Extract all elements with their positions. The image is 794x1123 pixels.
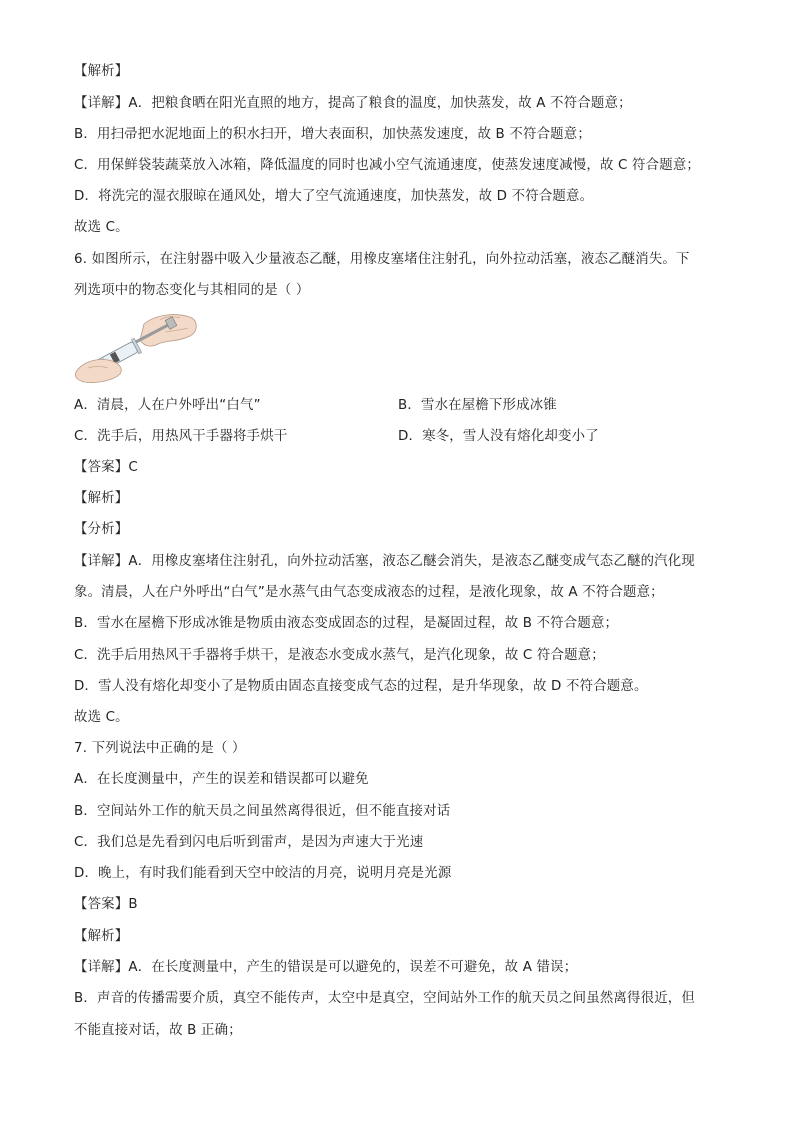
q7-option-a: A．在长度测量中，产生的误差和错误都可以避免 bbox=[74, 772, 369, 787]
q5-detail-line: 【详解】A．把粮食晒在阳光直照的地方，提高了粮食的温度，加快蒸发，故 A 不符合题意； bbox=[74, 96, 632, 111]
q6-fenxi-heading: 【分析】 bbox=[74, 522, 129, 537]
q6-analysis-heading: 【解析】 bbox=[74, 491, 129, 506]
q7-detail-line: 【详解】A．在长度测量中，产生的错误是可以避免的，误差不可避免，故 A 错误； bbox=[74, 960, 578, 975]
q6-option-b: B．雪水在屋檐下形成冰锥 bbox=[398, 398, 557, 413]
q7-answer: 【答案】B bbox=[74, 897, 138, 912]
q7-detail-line: B．声音的传播需要介质，真空不能传声，太空中是真空，空间站外工作的航天员之间虽然离得很近，但 bbox=[74, 991, 695, 1006]
q7-option-d: D．晚上，有时我们能看到天空中皎洁的月亮，说明月亮是光源 bbox=[74, 866, 452, 881]
q6-option-a: A．清晨，人在户外呼出“白气” bbox=[74, 398, 261, 413]
q6-detail-line: B．雪水在屋檐下形成冰锥是物质由液态变成固态的过程，是凝固过程，故 B 不符合题意； bbox=[74, 616, 619, 631]
q6-option-c: C．洗手后，用热风干手器将手烘干 bbox=[74, 429, 288, 444]
q6-option-d: D．寒冬，雪人没有熔化却变小了 bbox=[398, 429, 599, 444]
q7-option-b: B．空间站外工作的航天员之间虽然离得很近，但不能直接对话 bbox=[74, 804, 451, 819]
syringe-figure bbox=[74, 310, 200, 386]
q5-detail-line: B．用扫帚把水泥地面上的积水扫开，增大表面积，加快蒸发速度，故 B 不符合题意； bbox=[74, 127, 591, 142]
q6-detail-line: 象。清晨，人在户外呼出“白气”是水蒸气由气态变成液态的过程，是液化现象，故 A 不符合题意； bbox=[74, 585, 664, 600]
q6-detail-line: C．洗手后用热风干手器将手烘干，是液态水变成水蒸气，是汽化现象，故 C 符合题意； bbox=[74, 648, 605, 663]
q6-detail-line: D．雪人没有熔化却变小了是物质由固态直接变成气态的过程，是升华现象，故 D 不符合题意。 bbox=[74, 679, 648, 694]
q7-option-c: C．我们总是先看到闪电后听到雷声，是因为声速大于光速 bbox=[74, 835, 424, 850]
q7-detail-line: 不能直接对话，故 B 正确； bbox=[74, 1023, 242, 1038]
q5-detail-line: C．用保鲜袋装蔬菜放入冰箱，降低温度的同时也减小空气流通速度，使蒸发速度减慢，故 C 符合题意； bbox=[74, 158, 700, 173]
q5-conclusion: 故选 C。 bbox=[74, 220, 129, 235]
q5-analysis-heading: 【解析】 bbox=[74, 64, 129, 79]
q6-stem-line: 6. 如图所示，在注射器中吸入少量液态乙醚，用橡皮塞堵住注射孔，向外拉动活塞，液态乙醚消失。下 bbox=[74, 252, 690, 267]
q7-stem: 7. 下列说法中正确的是（ ） bbox=[74, 741, 246, 756]
q6-stem-line: 列选项中的物态变化与其相同的是（ ） bbox=[74, 283, 310, 298]
q6-detail-line: 【详解】A．用橡皮塞堵住注射孔，向外拉动活塞，液态乙醚会消失，是液态乙醚变成气态乙醚的汽化现 bbox=[74, 554, 695, 569]
q6-conclusion: 故选 C。 bbox=[74, 710, 129, 725]
q6-answer: 【答案】C bbox=[74, 460, 138, 475]
q5-detail-line: D．将洗完的湿衣服晾在通风处，增大了空气流通速度，加快蒸发，故 D 不符合题意。 bbox=[74, 189, 594, 204]
q7-analysis-heading: 【解析】 bbox=[74, 929, 129, 944]
